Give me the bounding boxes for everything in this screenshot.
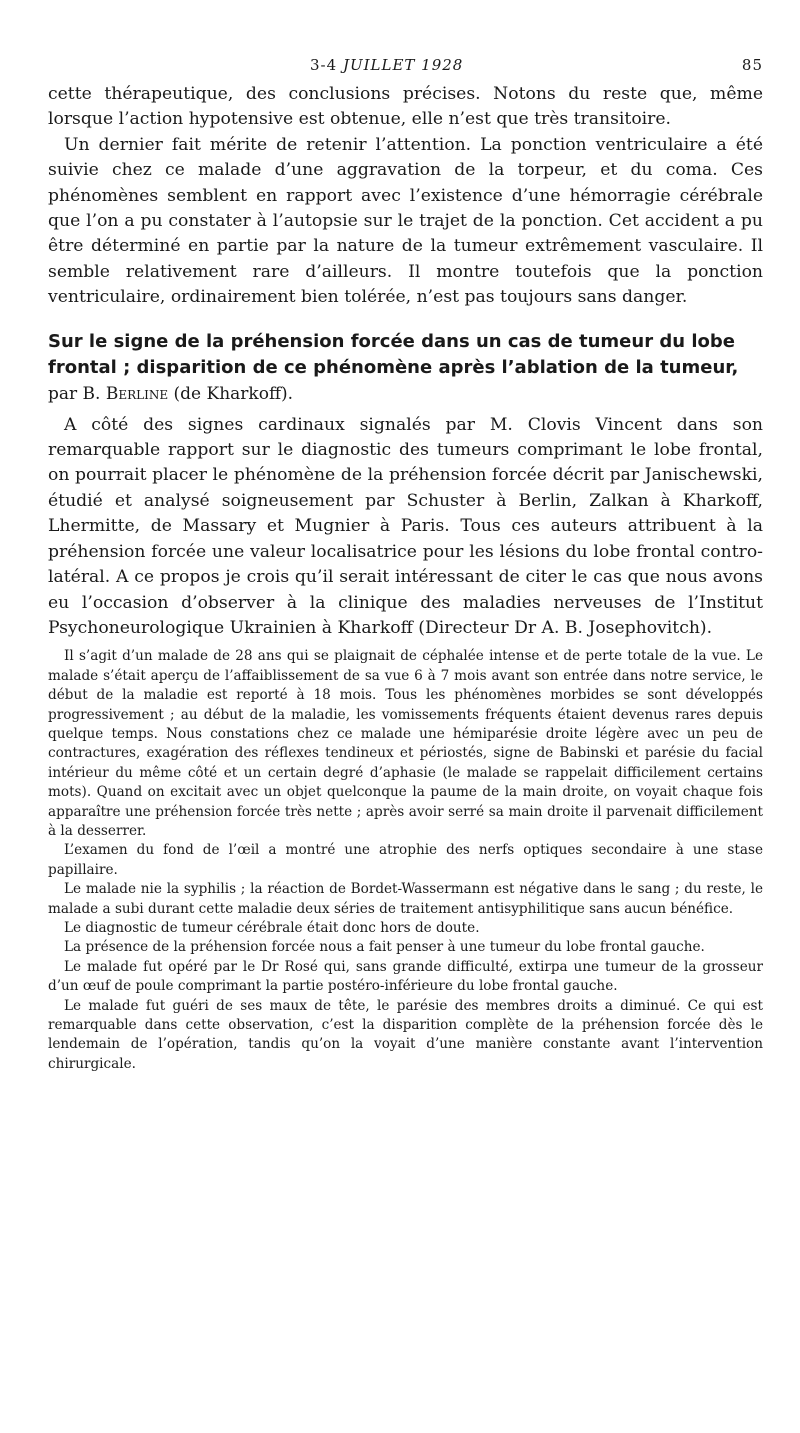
date-text: JUILLET 1928 [342,56,464,74]
case-paragraph: Le malade fut opéré par le Dr Rosé qui, sans grande difficulté, extirpa une tumeur de la grosseur d’un œuf de poule comprimant la partie postéro-inférieure du lobe frontal gauche. [48,958,763,995]
lead-text [48,413,763,642]
case-report [48,647,763,1074]
case-paragraph: Le malade nie la syphilis ; la réaction de Bordet-Wassermann est négative dans le sang ; du reste, le malade a subi durant cette maladie deux séries de traitement antisyphilitique sans aucun bénéfice. [48,881,763,917]
case-paragraph: La présence de la préhension forcée nous a fait penser à une tumeur du lobe frontal gauche. [64,939,705,956]
journal-page [48,52,763,1074]
page-number: 85 [741,56,763,74]
byline-suffix: (de Kharkoff). [173,383,294,404]
byline [48,384,293,404]
running-date [310,56,463,74]
case-paragraph: Il s’agit d’un malade de 28 ans qui se plaignait de céphalée intense et de perte totale de la vue. Le malade s’était aperçu de l’affaiblissement de sa vue 6 à 7 mois avant son entrée dans notre service, le début de la maladie est reporté à 18 mois. Tous les phénomènes morbides se sont développés progressivement ; au début de la maladie, les vomissements fréquents étaient devenus rares depuis quelque temps. Nous constations chez ce malade une hémiparésie droite légère avec un peu de contractures, exagération des réflexes tendineux et périostés, signe de Babinski et parésie du facial intérieur du même côté et un certain degré d’aphasie (le malade se rappelait difficilement certains mots). Quand on excitait avec un objet quelconque la paume de la main droite, on voyait chaque fois apparaître une préhension forcée très nette ; après avoir serré sa main droite il parvenait difficilement à la desserrer. [48,648,763,839]
paragraph: A côté des signes cardinaux signalés par M. Clovis Vincent dans son remarquable rapport sur le diagnostic des tumeurs comprimant le lobe frontal, on pourrait placer le phénomène de la préhension forcée décrit par Janischewski, étudié et analysé soigneusement par Schuster à Berlin, Zalkan à Kharkoff, Lhermitte, de Massary et Mugnier à Paris. Tous ces auteurs attribuent à la préhension forcée une valeur localisatrice pour les lésions du lobe frontal contro-latéral. A ce propos je crois qu’il serait intéressant de citer le cas que nous avons eu l’occasion d’observer à la clinique des maladies nerveuses de l’Institut Psychoneurologique Ukrainien à Kharkoff (Directeur Dr A. B. Josephovitch). [48,414,763,638]
byline-prefix: par B. [48,383,101,404]
section-title-text: Sur le signe de la préhension forcée dans un cas de tumeur du lobe frontal ; disparition de ce phénomène après l’ablation de la tumeur, [48,330,739,378]
date-prefix: 3-4 [310,56,338,74]
paragraph: Un dernier fait mérite de retenir l’attention. La ponction ventriculaire a été suivie chez ce malade d’une aggravation de la torpeur, et du coma. Ces phénomènes semblent en rapport avec l’existence d’une hémorragie cérébrale que l’on a pu constater à l’autopsie sur le trajet de la ponction. Cet accident a pu être déterminé en partie par la nature de la tumeur extrêmement vasculaire. Il semble relativement rare d’ailleurs. Il montre toutefois que la ponction ventriculaire, ordinairement bien tolérée, n’est pas toujours sans danger. [48,134,763,308]
author-name: Berline [105,383,169,404]
case-paragraph: Le malade fut guéri de ses maux de tête, le parésie des membres droits a diminué. Ce qui est remarquable dans cette observation, c’est la disparition complète de la préhension forcée dès le lendemain de l’opération, tandis qu’on la voyait d’une manière constante avant l’intervention chirurgicale. [48,997,763,1072]
running-header [48,52,763,82]
case-paragraph: Le diagnostic de tumeur cérébrale était donc hors de doute. [64,920,480,936]
paragraph: cette thérapeutique, des conclusions précises. Notons du reste que, même lorsque l’action hypotensive est obtenue, elle n’est que très transitoire. [48,84,763,130]
section-heading [48,329,763,407]
intro-text [48,82,763,311]
case-paragraph: L’examen du fond de l’œil a montré une atrophie des nerfs optiques secondaire à une stase papillaire. [48,842,763,878]
